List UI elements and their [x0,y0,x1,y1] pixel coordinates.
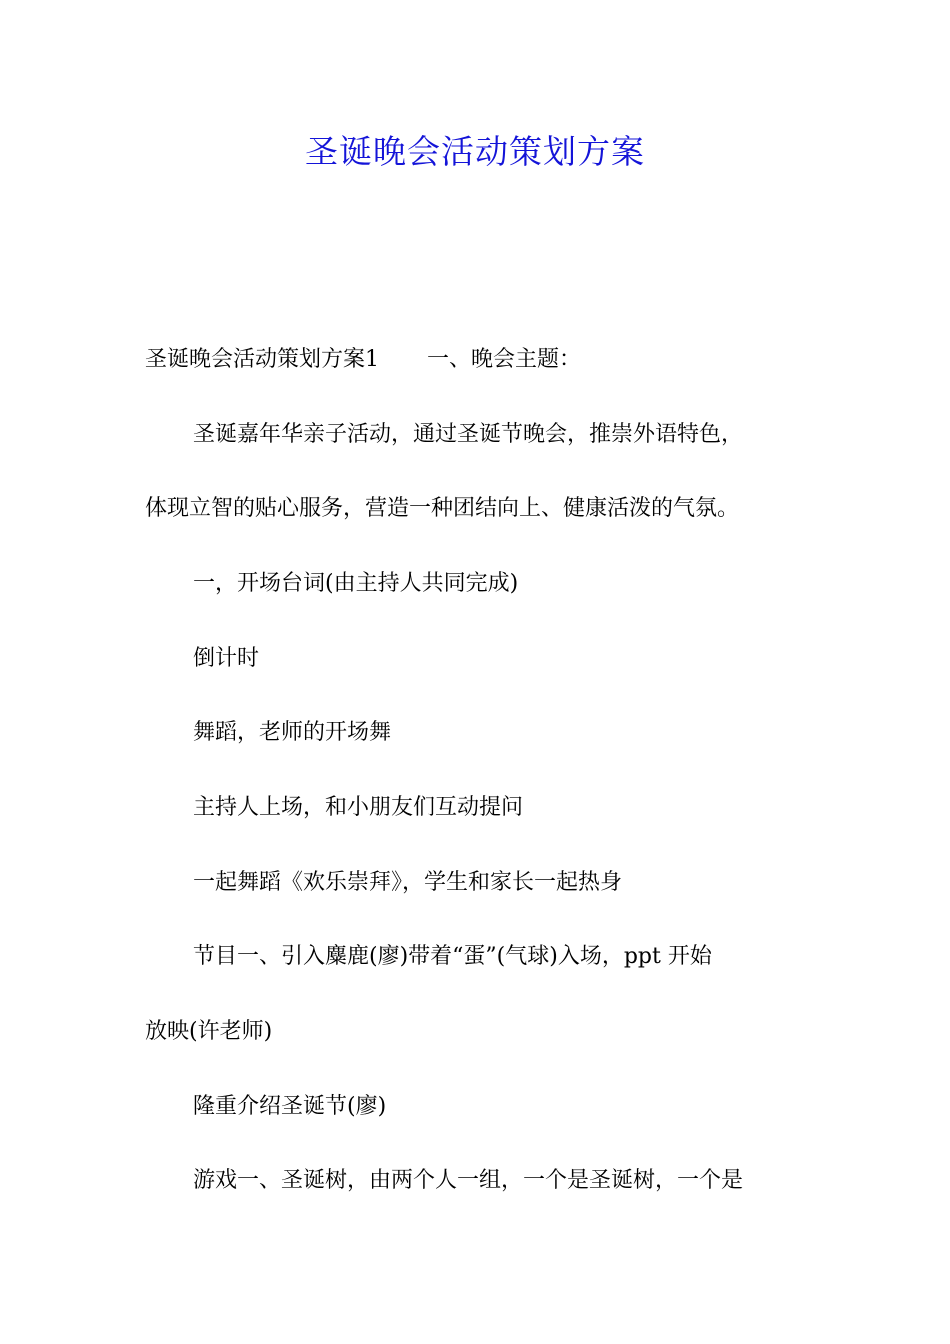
paragraph-line: 倒计时 [193,646,260,671]
paragraph-line: 圣诞嘉年华亲子活动，通过圣诞节晚会，推崇外语特色， [193,422,744,447]
paragraph-line: 一起舞蹈《欢乐崇拜》，学生和家长一起热身 [193,870,623,895]
document-title: 圣诞晚会活动策划方案 [305,132,645,171]
paragraph-line: 舞蹈，老师的开场舞 [193,720,392,745]
paragraph-line: 放映(许老师) [145,1019,273,1044]
paragraph-line: 节目一、引入麋鹿(廖)带着“蛋”(气球)入场，ppt 开始 [193,944,712,969]
paragraph-line: 一，开场台词(由主持人共同完成) [193,571,519,596]
section-heading-line [145,345,825,375]
paragraph-line: 体现立智的贴心服务，营造一种团结向上、健康活泼的气氛。 [145,496,740,521]
paragraph-line: 主持人上场，和小朋友们互动提问 [193,795,524,820]
subheading: 一、晚会主题： [427,347,582,372]
section-heading: 圣诞晚会活动策划方案1 [145,347,379,372]
paragraph-line: 游戏一、圣诞树，由两个人一组，一个是圣诞树，一个是 [193,1168,744,1193]
paragraph-line: 隆重介绍圣诞节(廖) [193,1094,387,1119]
